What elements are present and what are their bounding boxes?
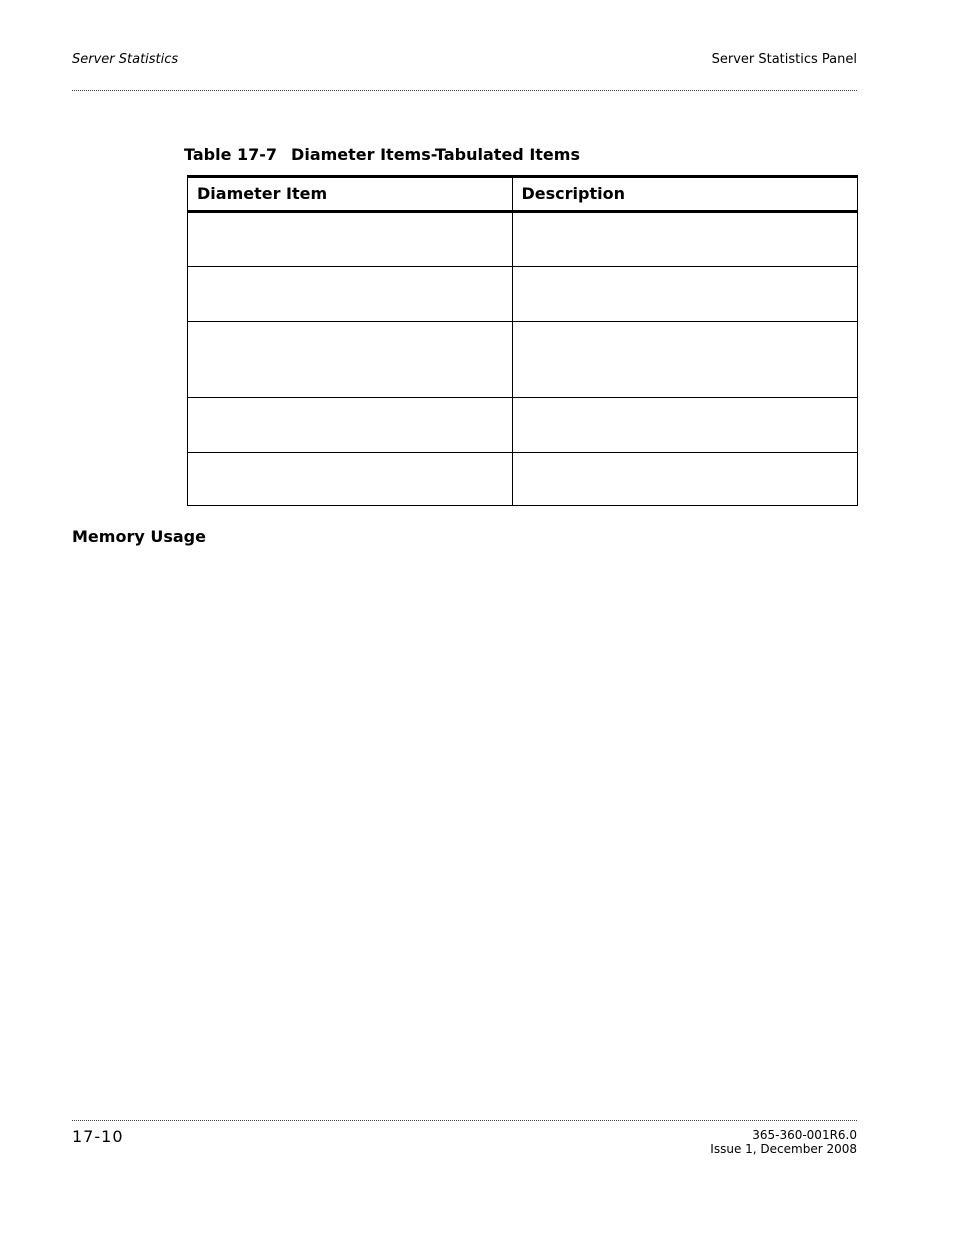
table-cell (188, 398, 513, 453)
table-cell (188, 267, 513, 322)
table-caption (184, 145, 580, 164)
section-heading-memory-usage: Memory Usage (72, 527, 206, 546)
table-row (188, 453, 858, 506)
table-cell (512, 322, 858, 398)
column-header-diameter-item: Diameter Item (188, 177, 513, 212)
table-title: Diameter Items-Tabulated Items (291, 145, 580, 164)
running-header-section: Server Statistics Panel (711, 52, 857, 67)
footer-rule (72, 1120, 857, 1121)
table-cell (188, 212, 513, 267)
running-header-chapter: Server Statistics (72, 52, 179, 67)
table-header-row (188, 177, 858, 212)
page-number: 17-10 (72, 1127, 124, 1146)
document-identifier (710, 1128, 857, 1156)
table-cell (512, 267, 858, 322)
issue-date: Issue 1, December 2008 (710, 1142, 857, 1156)
table-number: Table 17-7 (184, 145, 278, 164)
table-row (188, 267, 858, 322)
table-row (188, 212, 858, 267)
table-cell (512, 453, 858, 506)
table-cell (188, 453, 513, 506)
table-cell (512, 398, 858, 453)
table-cell (512, 212, 858, 267)
header-rule (72, 90, 857, 91)
doc-number: 365-360-001R6.0 (752, 1128, 857, 1142)
diameter-items-table (187, 175, 858, 506)
table-cell (188, 322, 513, 398)
table-row (188, 398, 858, 453)
column-header-description: Description (512, 177, 858, 212)
table-row (188, 322, 858, 398)
